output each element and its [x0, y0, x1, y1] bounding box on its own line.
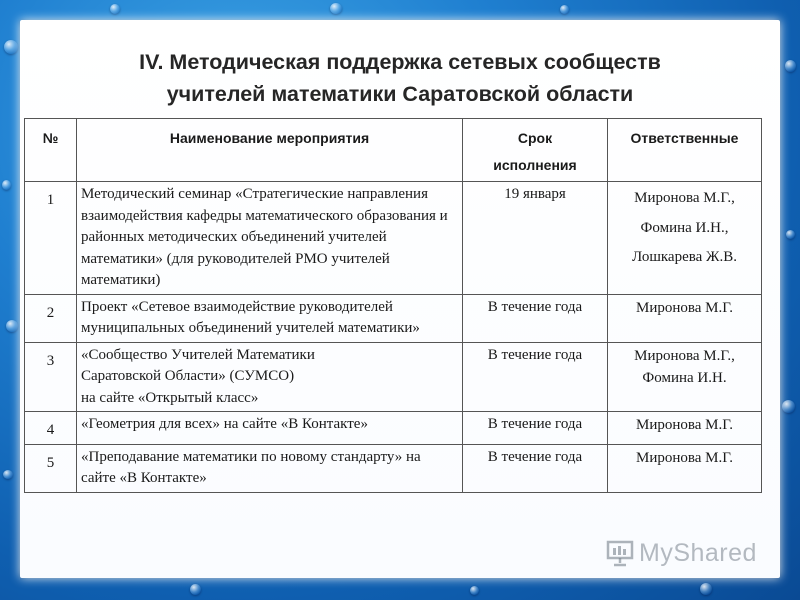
watermark-text: MyShared [639, 538, 757, 567]
row-responsible [608, 294, 762, 342]
responsible-person: Миронова М.Г., [634, 190, 735, 206]
row-name-line: на сайте «Открытый класс» [81, 389, 259, 406]
row-num: 5 [25, 444, 77, 492]
row-term: В течение года [463, 294, 608, 342]
header-term-line-2: исполнения [493, 157, 577, 173]
responsible-person: Миронова М.Г. [635, 417, 733, 433]
row-responsible [608, 182, 762, 295]
row-name: «Геометрия для всех» на сайте «В Контакте» [77, 412, 463, 445]
row-term: В течение года [463, 412, 608, 445]
slide-title [20, 46, 780, 110]
header-term-line-1: Срок [517, 130, 553, 146]
responsible-person: Фомина И.Н. [642, 369, 727, 386]
table-row [25, 294, 762, 342]
header-term [463, 119, 608, 182]
row-num: 1 [25, 182, 77, 295]
row-name: Методический семинар «Стратегические направления взаимодействия кафедры математического образования и районных методических объединений учителей математики» (для руководителей РМО учителей математики) [77, 182, 463, 295]
row-name [77, 342, 463, 412]
presentation-screen-icon [605, 538, 635, 568]
responsible-person: Лошкарева Ж.В. [632, 249, 737, 265]
responsible-person: Миронова М.Г. [635, 449, 733, 466]
row-responsible [608, 342, 762, 412]
responsible-person: Миронова М.Г. [635, 299, 733, 316]
table-row [25, 412, 762, 445]
table-row [25, 342, 762, 412]
header-responsible: Ответственные [608, 119, 762, 182]
row-num: 3 [25, 342, 77, 412]
table-row [25, 182, 762, 295]
row-responsible [608, 412, 762, 445]
row-num: 4 [25, 412, 77, 445]
myshared-watermark [605, 538, 757, 568]
row-name-line: «Сообщество Учителей Математики [81, 346, 315, 363]
table-header-row [25, 119, 762, 182]
row-name: «Преподавание математики по новому стандарту» на сайте «В Контакте» [77, 444, 463, 492]
row-name-line: Саратовской Области» (СУМСО) [81, 368, 295, 384]
responsible-person: Миронова М.Г., [634, 347, 735, 364]
row-responsible [608, 444, 762, 492]
row-num: 2 [25, 294, 77, 342]
table-row [25, 444, 762, 492]
header-num: № [25, 119, 77, 182]
responsible-person: Фомина И.Н., [640, 219, 729, 236]
slide-title-line-2: учителей математики Саратовской области [166, 82, 634, 106]
row-name: Проект «Сетевое взаимодействие руководителей муниципальных объединений учителей математики» [77, 294, 463, 342]
row-term: 19 января [463, 182, 608, 295]
events-table [24, 118, 762, 493]
row-term: В течение года [463, 342, 608, 412]
header-name: Наименование мероприятия [77, 119, 463, 182]
slide-title-line-1: IV. Методическая поддержка сетевых сообществ [139, 50, 661, 74]
row-term: В течение года [463, 444, 608, 492]
